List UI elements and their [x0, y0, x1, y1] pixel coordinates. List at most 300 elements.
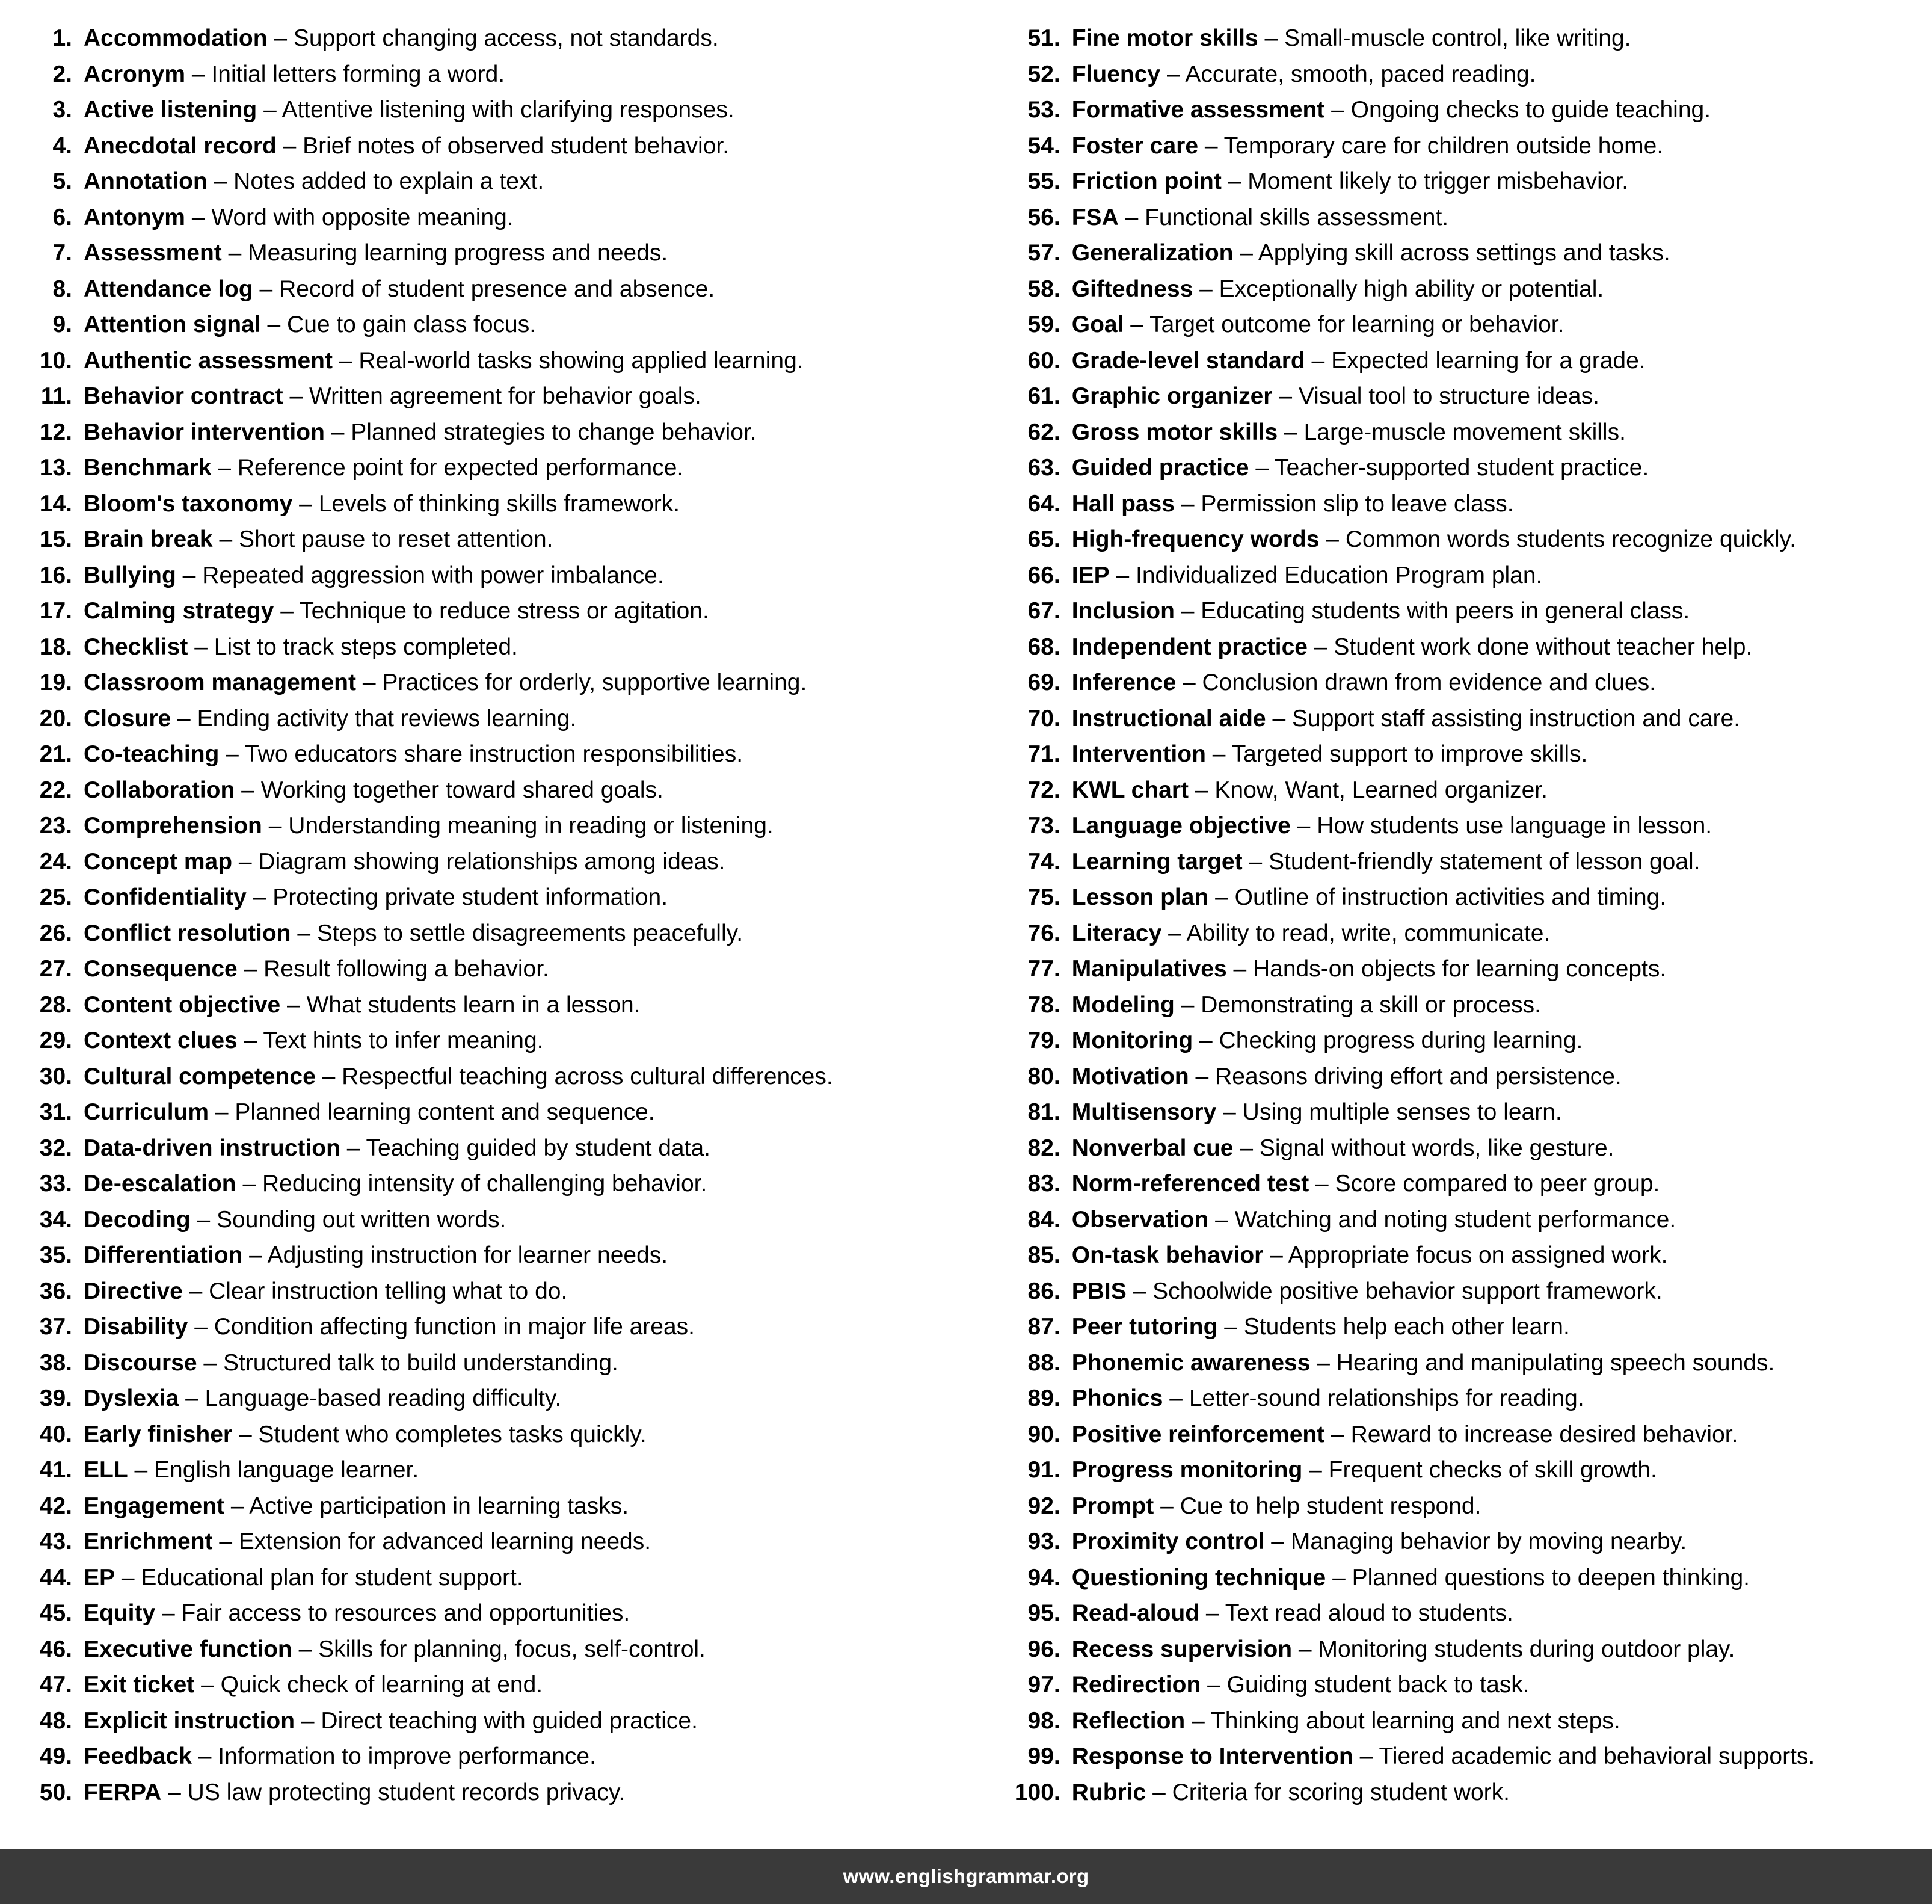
entry-term: Executive function: [84, 1636, 292, 1662]
glossary-entry: [35, 1631, 993, 1668]
entry-number: 5.: [52, 168, 72, 194]
entry-definition: Result following a behavior.: [263, 956, 549, 982]
entry-dash: –: [190, 1206, 217, 1233]
entry-term: Phonemic awareness: [1071, 1349, 1311, 1376]
entry-dash: –: [176, 562, 203, 588]
entry-definition: Working together toward shared goals.: [260, 777, 663, 803]
entry-definition: Using multiple senses to learn.: [1242, 1099, 1562, 1125]
entry-dash: –: [246, 884, 273, 910]
entry-term: Attention signal: [84, 312, 261, 337]
entry-dash: –: [1175, 490, 1201, 517]
entry-definition: Criteria for scoring student work.: [1172, 1779, 1510, 1805]
entry-number: 84.: [1027, 1206, 1060, 1233]
entry-definition: Student-friendly statement of lesson goal.: [1268, 848, 1700, 875]
entry-body: [1072, 92, 1908, 128]
entry-term: Hall pass: [1071, 490, 1175, 517]
entry-dash: –: [1161, 920, 1187, 946]
entry-definition: Direct teaching with guided practice.: [321, 1707, 698, 1734]
entry-number: 91.: [1027, 1457, 1060, 1483]
entry-definition: Text hints to infer meaning.: [263, 1027, 544, 1053]
glossary-entry: [35, 1309, 993, 1345]
entry-body: [84, 1524, 993, 1560]
entry-dash: –: [188, 1314, 214, 1340]
glossary-entry: [35, 880, 993, 916]
entry-body: [84, 1130, 993, 1166]
entry-definition: Educational plan for student support.: [141, 1564, 523, 1591]
entry-number: 33.: [39, 1171, 72, 1197]
entry-definition: Planned strategies to change behavior.: [351, 419, 757, 445]
entry-term: Brain break: [84, 526, 213, 552]
entry-body: [84, 1094, 993, 1130]
entry-dash: –: [212, 526, 239, 552]
glossary-entry: [1005, 629, 1908, 665]
entry-body: [1072, 307, 1908, 343]
entry-number: 17.: [39, 598, 72, 624]
entry-term: FERPA: [84, 1779, 162, 1805]
entry-term: Independent practice: [1071, 633, 1308, 660]
glossary-entry: [1005, 916, 1908, 952]
entry-number: 29.: [39, 1027, 72, 1053]
entry-definition: Record of student presence and absence.: [279, 276, 715, 302]
entry-definition: Fair access to resources and opportunities.: [181, 1600, 630, 1626]
entry-number: 20.: [39, 705, 72, 732]
entry-body: [1072, 1667, 1908, 1703]
entry-term: FSA: [1071, 204, 1119, 230]
entry-body: [1072, 1166, 1908, 1202]
entry-number: 25.: [39, 884, 72, 910]
entry-body: [84, 736, 993, 772]
entry-number: 99.: [1027, 1743, 1060, 1769]
entry-definition: Target outcome for learning or behavior.: [1149, 312, 1564, 337]
glossary-entry: [1005, 1274, 1908, 1310]
entry-term: Curriculum: [84, 1099, 209, 1125]
entry-number: 13.: [39, 455, 72, 481]
entry-term: Fluency: [1071, 61, 1161, 87]
glossary-entry: [1005, 772, 1908, 809]
glossary-entry: [1005, 1488, 1908, 1524]
entry-body: [84, 1309, 993, 1345]
glossary-entry: [1005, 1703, 1908, 1739]
entry-number: 68.: [1027, 633, 1060, 660]
entry-definition: Clear instruction telling what to do.: [209, 1278, 568, 1304]
entry-number: 81.: [1027, 1099, 1060, 1125]
entry-definition: Reasons driving effort and persistence.: [1215, 1063, 1622, 1089]
entry-number: 96.: [1027, 1636, 1060, 1662]
entry-number: 16.: [39, 562, 72, 588]
entry-body: [1072, 1703, 1908, 1739]
entry-body: [84, 629, 993, 665]
entry-term: Enrichment: [84, 1529, 213, 1554]
entry-definition: Reducing intensity of challenging behavior.: [262, 1171, 707, 1197]
entry-term: Explicit instruction: [84, 1707, 295, 1734]
entry-definition: Measuring learning progress and needs.: [248, 240, 668, 266]
entry-body: [84, 1488, 993, 1524]
glossary-columns: [24, 20, 1908, 1810]
entry-dash: –: [262, 813, 289, 839]
entry-definition: Functional skills assessment.: [1145, 204, 1449, 230]
entry-number: 24.: [39, 848, 72, 875]
entry-number: 4.: [52, 132, 72, 159]
glossary-entry: [1005, 200, 1908, 236]
entry-definition: Permission slip to leave class.: [1201, 490, 1514, 517]
entry-body: [84, 414, 993, 451]
entry-number: 94.: [1027, 1564, 1060, 1591]
entry-body: [84, 1452, 993, 1488]
entry-definition: How students use language in lesson.: [1317, 813, 1712, 839]
glossary-entry: [35, 593, 993, 629]
entry-body: [1072, 343, 1908, 379]
entry-number: 82.: [1027, 1135, 1060, 1161]
entry-definition: Levels of thinking skills framework.: [318, 490, 680, 517]
entry-number: 98.: [1027, 1707, 1060, 1734]
entry-definition: Repeated aggression with power imbalance.: [202, 562, 664, 588]
entry-body: [84, 343, 993, 379]
entry-dash: –: [1249, 455, 1275, 481]
entry-body: [1072, 1274, 1908, 1310]
entry-body: [1072, 128, 1908, 164]
glossary-column-right: [999, 20, 1908, 1810]
entry-body: [1072, 880, 1908, 916]
glossary-entry: [35, 987, 993, 1023]
entry-number: 2.: [52, 61, 72, 87]
entry-dash: –: [209, 1099, 235, 1125]
entry-definition: Extension for advanced learning needs.: [238, 1529, 651, 1554]
entry-dash: –: [283, 383, 309, 409]
entry-body: [1072, 1381, 1908, 1417]
entry-body: [84, 378, 993, 414]
entry-body: [1072, 378, 1908, 414]
entry-definition: Steps to settle disagreements peacefully.: [316, 920, 743, 946]
glossary-entry: [35, 772, 993, 809]
entry-body: [1072, 1452, 1908, 1488]
entry-definition: Schoolwide positive behavior support framework.: [1152, 1278, 1663, 1304]
entry-definition: Moment likely to trigger misbehavior.: [1247, 168, 1629, 194]
entry-body: [1072, 808, 1908, 844]
entry-definition: Active participation in learning tasks.: [249, 1493, 629, 1519]
entry-dash: –: [1302, 1457, 1329, 1483]
entry-term: Learning target: [1071, 848, 1243, 875]
entry-term: Prompt: [1071, 1493, 1154, 1519]
entry-term: Consequence: [84, 956, 238, 982]
entry-definition: Letter-sound relationships for reading.: [1189, 1385, 1584, 1411]
entry-definition: Managing behavior by moving nearby.: [1290, 1529, 1687, 1554]
entry-body: [1072, 1237, 1908, 1274]
entry-number: 57.: [1027, 240, 1060, 266]
entry-dash: –: [291, 920, 317, 946]
entry-definition: Planned learning content and sequence.: [235, 1099, 655, 1125]
entry-dash: –: [194, 1672, 221, 1698]
entry-term: Friction point: [1071, 168, 1222, 194]
entry-term: Grade-level standard: [1071, 347, 1305, 374]
entry-dash: –: [1189, 777, 1215, 803]
entry-term: Active listening: [84, 97, 257, 123]
entry-definition: List to track steps completed.: [214, 633, 518, 660]
entry-dash: –: [1226, 956, 1254, 982]
glossary-entry: [35, 486, 993, 522]
glossary-entry: [1005, 92, 1908, 128]
entry-body: [84, 128, 993, 164]
glossary-entry: [1005, 1595, 1908, 1631]
entry-dash: –: [257, 97, 282, 123]
entry-term: Attendance log: [84, 276, 253, 302]
glossary-entry: [1005, 20, 1908, 57]
entry-dash: –: [1233, 1135, 1260, 1161]
entry-number: 67.: [1027, 598, 1060, 624]
glossary-entry: [1005, 558, 1908, 594]
entry-term: Reflection: [1071, 1707, 1186, 1734]
entry-number: 42.: [39, 1493, 72, 1519]
entry-term: Behavior intervention: [84, 419, 325, 445]
entry-dash: –: [185, 204, 212, 230]
glossary-entry: [1005, 1417, 1908, 1453]
entry-term: Monitoring: [1071, 1027, 1193, 1053]
entry-definition: Know, Want, Learned organizer.: [1214, 777, 1548, 803]
entry-term: Recess supervision: [1071, 1636, 1293, 1662]
entry-dash: –: [355, 670, 383, 695]
entry-definition: Targeted support to improve skills.: [1231, 741, 1588, 767]
entry-body: [84, 808, 993, 844]
entry-definition: Structured talk to build understanding.: [223, 1349, 618, 1376]
glossary-entry: [35, 1274, 993, 1310]
entry-definition: Understanding meaning in reading or listening.: [288, 813, 774, 839]
entry-body: [84, 1703, 993, 1739]
glossary-entry: [35, 271, 993, 307]
glossary-entry: [35, 1059, 993, 1095]
entry-body: [1072, 951, 1908, 987]
glossary-entry: [1005, 1237, 1908, 1274]
entry-number: 58.: [1027, 276, 1060, 302]
glossary-entry: [1005, 1094, 1908, 1130]
entry-term: Closure: [84, 705, 171, 732]
entry-term: Classroom management: [84, 670, 356, 695]
entry-body: [1072, 414, 1908, 451]
entry-body: [1072, 916, 1908, 952]
entry-dash: –: [1272, 383, 1299, 409]
glossary-entry: [1005, 808, 1908, 844]
entry-body: [84, 558, 993, 594]
entry-number: 35.: [39, 1242, 72, 1268]
glossary-entry: [1005, 1059, 1908, 1095]
entry-dash: –: [1324, 1421, 1351, 1447]
entry-definition: Applying skill across settings and tasks.: [1258, 240, 1670, 266]
glossary-entry: [1005, 1309, 1908, 1345]
entry-definition: Checking progress during learning.: [1219, 1027, 1583, 1053]
entry-number: 54.: [1027, 132, 1060, 159]
entry-dash: –: [128, 1457, 155, 1483]
glossary-entry: [35, 20, 993, 57]
entry-dash: –: [1266, 705, 1293, 732]
entry-number: 26.: [39, 920, 72, 946]
entry-dash: –: [1126, 1278, 1153, 1304]
entry-term: Differentiation: [84, 1242, 243, 1268]
glossary-entry: [35, 414, 993, 451]
entry-definition: Initial letters forming a word.: [211, 61, 505, 87]
entry-definition: Individualized Education Program plan.: [1135, 562, 1543, 588]
glossary-column-left: [24, 20, 999, 1810]
glossary-entry: [35, 1237, 993, 1274]
glossary-entry: [35, 736, 993, 772]
entry-body: [84, 1023, 993, 1059]
glossary-entry: [1005, 1775, 1908, 1811]
entry-dash: –: [219, 741, 245, 767]
glossary-entry: [35, 1524, 993, 1560]
entry-number: 3.: [52, 97, 72, 123]
entry-body: [1072, 844, 1908, 880]
entry-body: [84, 1345, 993, 1381]
entry-definition: Teacher-supported student practice.: [1275, 455, 1649, 481]
entry-body: [84, 916, 993, 952]
entry-body: [1072, 271, 1908, 307]
entry-definition: Written agreement for behavior goals.: [309, 383, 701, 409]
entry-term: Generalization: [1071, 240, 1234, 266]
entry-definition: English language learner.: [154, 1457, 419, 1483]
entry-term: Redirection: [1071, 1672, 1201, 1698]
entry-number: 21.: [39, 741, 72, 767]
entry-body: [84, 1775, 993, 1811]
entry-definition: Real-world tasks showing applied learning.: [358, 347, 804, 374]
entry-definition: Quick check of learning at end.: [220, 1672, 543, 1698]
glossary-entry: [35, 1595, 993, 1631]
entry-number: 90.: [1027, 1421, 1060, 1447]
entry-body: [84, 1059, 993, 1095]
entry-body: [1072, 701, 1908, 737]
entry-definition: US law protecting student records privacy.: [187, 1779, 626, 1805]
glossary-entry: [1005, 1166, 1908, 1202]
entry-term: Dyslexia: [84, 1385, 179, 1411]
entry-definition: Thinking about learning and next steps.: [1210, 1707, 1620, 1734]
entry-dash: –: [1233, 240, 1258, 266]
entry-body: [1072, 1739, 1908, 1775]
entry-number: 18.: [39, 633, 72, 660]
entry-number: 92.: [1027, 1493, 1060, 1519]
entry-definition: Visual tool to structure ideas.: [1298, 383, 1599, 409]
entry-term: Gross motor skills: [1071, 419, 1278, 445]
entry-body: [1072, 450, 1908, 486]
entry-number: 43.: [39, 1529, 72, 1554]
entry-definition: Outline of instruction activities and timing.: [1234, 884, 1667, 910]
entry-number: 100.: [1014, 1779, 1060, 1805]
entry-definition: Practices for orderly, supportive learning.: [382, 670, 807, 695]
glossary-entry: [1005, 271, 1908, 307]
entry-body: [84, 593, 993, 629]
glossary-entry: [35, 1166, 993, 1202]
entry-dash: –: [267, 25, 294, 51]
entry-number: 51.: [1027, 25, 1060, 51]
glossary-entry: [35, 1094, 993, 1130]
entry-body: [1072, 629, 1908, 665]
entry-definition: Protecting private student information.: [272, 884, 668, 910]
entry-dash: –: [232, 848, 259, 875]
entry-number: 50.: [39, 1779, 72, 1805]
entry-dash: –: [211, 455, 238, 481]
entry-number: 28.: [39, 991, 72, 1018]
entry-term: Acronym: [84, 61, 186, 87]
entry-dash: –: [315, 1063, 342, 1089]
entry-dash: –: [179, 1385, 205, 1411]
entry-dash: –: [161, 1779, 188, 1805]
entry-term: Context clues: [84, 1027, 238, 1053]
entry-definition: Support staff assisting instruction and care.: [1292, 705, 1741, 732]
glossary-entry: [1005, 1524, 1908, 1560]
entry-body: [84, 1739, 993, 1775]
entry-body: [84, 1667, 993, 1703]
entry-term: Benchmark: [84, 455, 212, 481]
glossary-entry: [1005, 414, 1908, 451]
entry-term: Exit ticket: [84, 1672, 195, 1698]
entry-term: Observation: [1071, 1206, 1209, 1233]
glossary-entry: [1005, 1381, 1908, 1417]
entry-term: Literacy: [1071, 920, 1162, 946]
entry-body: [1072, 235, 1908, 271]
entry-dash: –: [1242, 848, 1269, 875]
entry-number: 83.: [1027, 1171, 1060, 1197]
entry-body: [84, 987, 993, 1023]
glossary-entry: [1005, 987, 1908, 1023]
entry-term: Manipulatives: [1071, 956, 1227, 982]
entry-dash: –: [155, 1600, 182, 1626]
glossary-entry: [1005, 1739, 1908, 1775]
entry-body: [1072, 1560, 1908, 1596]
entry-definition: Text read aloud to students.: [1225, 1600, 1513, 1626]
entry-definition: Diagram showing relationships among ideas.: [258, 848, 725, 875]
entry-term: Co-teaching: [84, 741, 220, 767]
entry-term: Engagement: [84, 1493, 225, 1519]
entry-dash: –: [1216, 1099, 1243, 1125]
entry-body: [1072, 522, 1908, 558]
entry-body: [1072, 57, 1908, 93]
entry-definition: Two educators share instruction responsibilities.: [245, 741, 743, 767]
entry-term: Norm-referenced test: [1071, 1171, 1309, 1197]
entry-definition: Ending activity that reviews learning.: [197, 705, 577, 732]
entry-number: 79.: [1027, 1027, 1060, 1053]
entry-definition: Information to improve performance.: [218, 1743, 596, 1769]
entry-dash: –: [1310, 1349, 1337, 1376]
entry-term: Discourse: [84, 1349, 197, 1376]
entry-definition: Frequent checks of skill growth.: [1328, 1457, 1657, 1483]
entry-number: 9.: [52, 312, 72, 337]
glossary-entry: [1005, 450, 1908, 486]
entry-number: 12.: [39, 419, 72, 445]
entry-number: 85.: [1027, 1242, 1060, 1268]
entry-body: [1072, 1094, 1908, 1130]
entry-number: 23.: [39, 813, 72, 839]
footer-bar: [0, 1849, 1932, 1904]
entry-body: [84, 450, 993, 486]
entry-dash: –: [1307, 633, 1334, 660]
entry-term: Conflict resolution: [84, 920, 291, 946]
entry-number: 65.: [1027, 526, 1060, 552]
entry-term: Collaboration: [84, 777, 235, 803]
entry-definition: Hands-on objects for learning concepts.: [1253, 956, 1667, 982]
entry-term: Positive reinforcement: [1071, 1421, 1325, 1447]
glossary-entry: [35, 343, 993, 379]
entry-term: Instructional aide: [1071, 705, 1266, 732]
glossary-entry: [1005, 486, 1908, 522]
entry-dash: –: [1278, 419, 1304, 445]
entry-number: 22.: [39, 777, 72, 803]
entry-dash: –: [280, 991, 307, 1018]
entry-number: 73.: [1027, 813, 1060, 839]
glossary-entry: [1005, 880, 1908, 916]
entry-dash: –: [1160, 61, 1186, 87]
entry-body: [84, 1202, 993, 1238]
entry-dash: –: [232, 1421, 259, 1447]
entry-definition: Watching and noting student performance.: [1234, 1206, 1676, 1233]
entry-dash: –: [197, 1349, 223, 1376]
entry-number: 97.: [1027, 1672, 1060, 1698]
entry-number: 31.: [39, 1099, 72, 1125]
entry-dash: –: [1193, 276, 1219, 302]
